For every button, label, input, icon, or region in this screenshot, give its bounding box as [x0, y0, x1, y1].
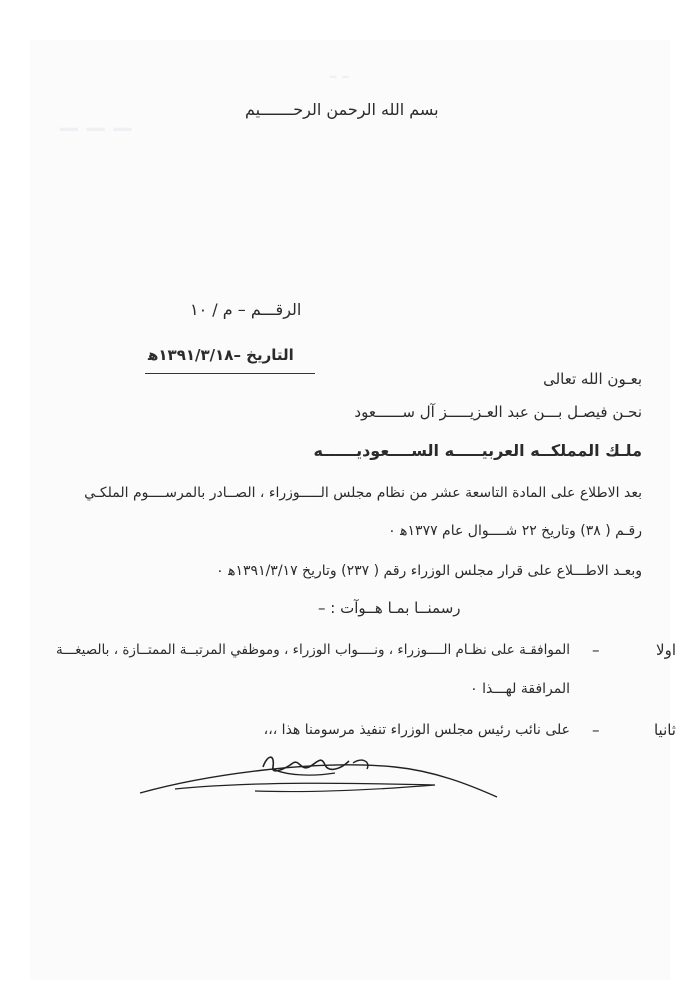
king-name: نحـن فيصـل بـــن عبد العـزيـــــز آل ســــــعود: [354, 403, 642, 421]
bleed-through-mark: ـ ـ: [330, 62, 349, 83]
recital-first-line-cont: رقـم ( ٣٨) وتاريخ ٢٢ شــــوال عام ١٣٧٧ﻫ ٠: [388, 523, 642, 539]
item-1-label: اولا: [656, 641, 676, 659]
date-underline: [145, 373, 315, 374]
bleed-through-mark: ــ ــ ــ: [60, 108, 132, 138]
item-2-text: على نائب رئيس مجلس الوزراء تنفيذ مرسومنا هذا ،،،: [263, 722, 570, 738]
item-2-dash: –: [592, 721, 600, 739]
basmala: بسم الله الرحمن الرحـــــــيم: [245, 100, 439, 119]
paper-sheet: [30, 40, 670, 980]
king-title: ملـك المملكــه العربيـــــه الســــعوديــــــه: [313, 441, 642, 460]
item-1-dash: –: [592, 641, 600, 659]
recital-second: وبعـد الاطـــلاع على قرار مجلس الوزراء رقم ( ٢٣٧) وتاريخ ١٣٩١/٣/١٧ﻫ ٠: [216, 563, 642, 579]
recital-first-line: بعد الاطلاع على المادة التاسعة عشر من نظام مجلس الـــــوزراء ، الصــادر بالمرســــوم الملكـي: [84, 485, 642, 501]
decree-intro: رسمنــا بمـا هــوآت : –: [318, 599, 461, 617]
item-1-text: الموافقـة على نظـام الــــوزراء ، ونــــواب الوزراء ، وموظفي المرتبــة الممتــازة ، بالصيغـــة: [56, 642, 570, 658]
item-2-label: ثانيا: [653, 721, 676, 739]
reference-number: الرقـــم – م / ١٠: [190, 300, 302, 319]
royal-signature: [135, 745, 505, 805]
item-1-text-continuation: المرافقة لهـــذا ٠: [470, 681, 570, 697]
opening-phrase: بعـون الله تعالى: [543, 370, 642, 388]
decree-date: التاريخ –١٣٩١/٣/١٨ﻫ: [148, 346, 294, 364]
